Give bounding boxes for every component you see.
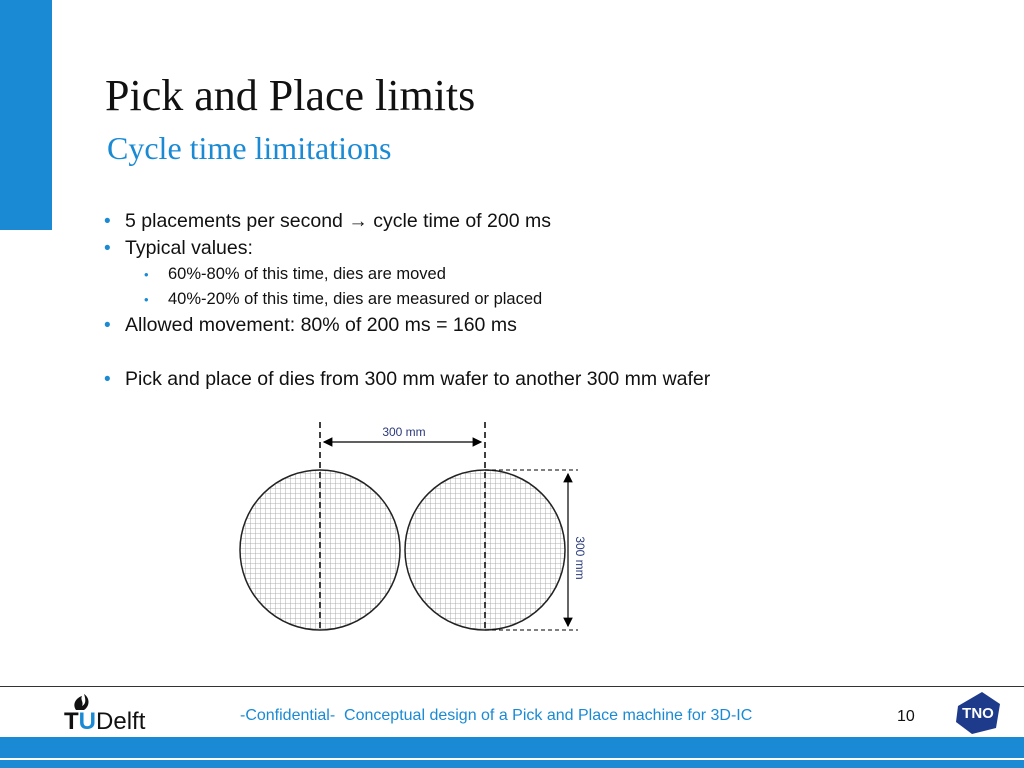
bullet-item	[104, 366, 964, 393]
bullet-item	[104, 312, 964, 339]
wafer-diagram	[230, 418, 600, 640]
footer-text: -Confidential- Conceptual design of a Pick and Place machine for 3D-IC	[240, 707, 753, 724]
bullet-text: Allowed movement: 80% of 200 ms = 160 ms	[125, 314, 517, 336]
bullet-text-part: cycle time of 200 ms	[367, 210, 551, 232]
bullet-icon: •	[144, 292, 149, 307]
bullet-item	[104, 235, 964, 262]
footer-divider	[0, 686, 1024, 687]
slide-subtitle: Cycle time limitations	[107, 130, 392, 166]
bullet-icon: •	[104, 238, 111, 259]
page-number: 10	[897, 708, 915, 725]
bullet-icon: •	[104, 315, 111, 336]
arrow-right-icon: →	[348, 210, 368, 232]
bullet-icon: •	[144, 267, 149, 282]
sub-bullet-item	[104, 262, 964, 287]
tno-logo-text: TNO	[962, 705, 994, 722]
left-accent-bar	[0, 0, 52, 230]
vertical-dimension-label: 300 mm	[573, 536, 587, 580]
bullet-icon: •	[104, 369, 111, 390]
horizontal-dimension-label: 300 mm	[382, 425, 426, 439]
sub-bullet-text: 40%-20% of this time, dies are measured or placed	[168, 290, 543, 308]
bullet-text	[125, 208, 551, 235]
slide-title: Pick and Place limits	[105, 71, 476, 120]
bullet-icon: •	[104, 211, 111, 232]
bullet-list	[104, 208, 964, 393]
tudelft-logo	[64, 708, 145, 736]
bullet-text-part: 5 placements per second	[125, 210, 349, 232]
bullet-text: Typical values:	[125, 237, 253, 259]
tno-logo	[952, 688, 1004, 736]
sub-bullet-text: 60%-80% of this time, dies are moved	[168, 265, 446, 283]
tudelft-logo-t: T	[64, 708, 79, 735]
tudelft-logo-u: U	[78, 708, 97, 735]
bullet-item	[104, 208, 964, 235]
bullet-text: Pick and place of dies from 300 mm wafer to another 300 mm wafer	[125, 368, 711, 390]
footer-band	[0, 737, 1024, 768]
spacer	[104, 339, 964, 366]
sub-bullet-item	[104, 287, 964, 312]
tudelft-logo-delft: Delft	[96, 708, 146, 735]
